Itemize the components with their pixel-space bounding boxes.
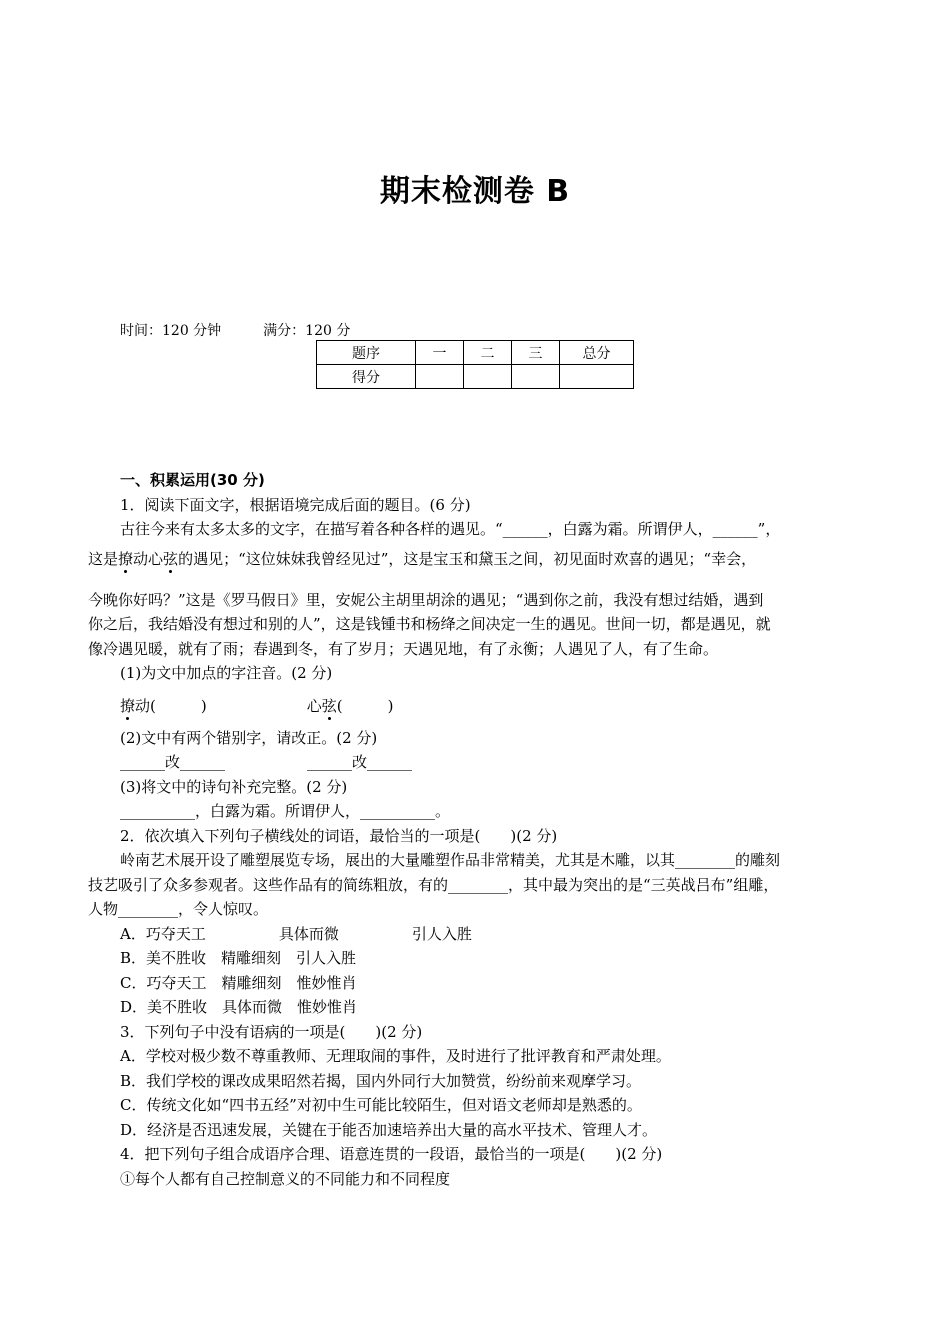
score-cell-1[interactable] — [416, 365, 464, 389]
q1-pinyin-answer-line — [88, 686, 868, 726]
correction-blank[interactable]: ______改______ — [120, 753, 226, 771]
q1-passage-line: 今晚你好吗？”这是《罗马假日》里，安妮公主胡里胡涂的遇见；“遇到你之前，我没有想过结婚，遇到 — [88, 590, 764, 609]
exam-full-score: 满分：120 分 — [263, 323, 351, 339]
dotted-char: 撩 — [120, 696, 136, 715]
q3-option-d[interactable]: D．经济是否迅速发展，关键在于能否加速培养出大量的高水平技术、管理人才。 — [120, 1120, 658, 1139]
dotted-char: 弦 — [163, 549, 179, 568]
score-table-header-cell: 二 — [464, 341, 512, 365]
q1-subquestion-2: (2)文中有两个错别字，请改正。(2 分) — [120, 728, 378, 747]
passage-text: 这是 — [88, 549, 119, 568]
option-text: A．巧夺天工 — [120, 924, 206, 943]
q2-option-d[interactable]: D．美不胜收 具体而微 惟妙惟肖 — [120, 998, 358, 1016]
q3-option-b[interactable]: B．我们学校的课改成果昭然若揭，国内外同行大加赞赏，纷纷前来观摩学习。 — [120, 1071, 642, 1090]
exam-content — [88, 468, 868, 1191]
q1-passage-line — [88, 542, 868, 588]
score-table — [316, 340, 634, 389]
q1-poem-blank-line[interactable]: __________，白露为霜。所谓伊人，__________。 — [120, 802, 451, 820]
score-table-header-cell: 题序 — [317, 341, 416, 365]
exam-meta — [120, 320, 350, 340]
passage-text: 的遇见；“这位妹妹我曾经见过”，这是宝玉和黛玉之间，初见面时欢喜的遇见；“幸会， — [178, 549, 757, 568]
q2-passage-line: 人物________，令人惊叹。 — [88, 900, 269, 918]
question-1-stem: 1．阅读下面文字，根据语境完成后面的题目。(6 分) — [120, 495, 471, 514]
q3-option-a[interactable]: A．学校对极少数不尊重教师、无理取闹的事件，及时进行了批评教育和严肃处理。 — [120, 1047, 671, 1065]
correction-blank[interactable]: ______改______ — [307, 753, 413, 771]
q3-option-c[interactable]: C．传统文化如“四书五经”对初中生可能比较陌生，但对语文老师却是熟悉的。 — [120, 1096, 642, 1114]
score-table-header-cell: 总分 — [560, 341, 634, 365]
dotted-char: 弦 — [321, 696, 337, 715]
option-text: 具体而微 — [278, 924, 339, 943]
score-cell-3[interactable] — [512, 365, 560, 389]
pinyin-prefix: 心 — [306, 696, 322, 715]
exam-time: 时间：120 分钟 — [120, 323, 222, 339]
q2-option-c[interactable]: C．巧夺天工 精雕细刻 惟妙惟肖 — [120, 973, 357, 992]
q1-correction-line — [88, 750, 868, 775]
dotted-char: 撩 — [118, 549, 134, 568]
score-table-header-cell: 一 — [416, 341, 464, 365]
q1-passage-line: 古往今来有太多太多的文字，在描写着各种各样的遇见。“______，白露为霜。所谓伊人，______”， — [120, 520, 781, 538]
q2-option-a[interactable] — [88, 922, 868, 947]
passage-text: 动心 — [133, 549, 164, 568]
pinyin-blank[interactable]: 动( ) — [135, 696, 207, 715]
score-table-header-cell: 三 — [512, 341, 560, 365]
q2-option-b[interactable]: B．美不胜收 精雕细刻 引人入胜 — [120, 949, 357, 967]
q1-passage-line: 你之后，我结婚没有想过和别的人”，这是钱锺书和杨绛之间决定一生的遇见。世间一切，都是遇见，就 — [88, 615, 771, 633]
score-cell-total[interactable] — [560, 365, 634, 389]
question-2-stem: 2．依次填入下列句子横线处的词语，最恰当的一项是( )(2 分) — [120, 826, 558, 845]
score-table-row-label: 得分 — [317, 365, 416, 389]
q1-passage-line: 像冷遇见暖，就有了雨；春遇到冬，有了岁月；天遇见地，有了永衡；人遇见了人，有了生命。 — [88, 639, 719, 658]
q4-item-1: ①每个人都有自己控制意义的不同能力和不同程度 — [120, 1169, 451, 1188]
score-table-score-row — [317, 365, 634, 389]
question-4-stem: 4．把下列句子组合成语序合理、语意连贯的一段语，最恰当的一项是( )(2 分) — [120, 1145, 663, 1163]
q2-passage-line: 技艺吸引了众多参观者。这些作品有的简练粗放，有的________，其中最为突出的是“三英战吕布”组雕， — [88, 875, 779, 894]
pinyin-blank[interactable]: ( ) — [336, 696, 394, 715]
option-text: 引人入胜 — [411, 924, 472, 943]
q1-subquestion-1: (1)为文中加点的字注音。(2 分) — [120, 664, 333, 682]
q2-passage-line: 岭南艺术展开设了雕塑展览专场，展出的大量雕塑作品非常精美，尤其是木雕，以其________的雕刻 — [120, 851, 781, 869]
page-title: 期末检测卷 B — [379, 174, 571, 209]
section-heading: 一、积累运用(30 分) — [120, 471, 265, 489]
q1-subquestion-3: (3)将文中的诗句补充完整。(2 分) — [120, 777, 348, 796]
score-table-header-row — [317, 341, 634, 365]
score-cell-2[interactable] — [464, 365, 512, 389]
question-3-stem: 3．下列句子中没有语病的一项是( )(2 分) — [120, 1022, 423, 1041]
